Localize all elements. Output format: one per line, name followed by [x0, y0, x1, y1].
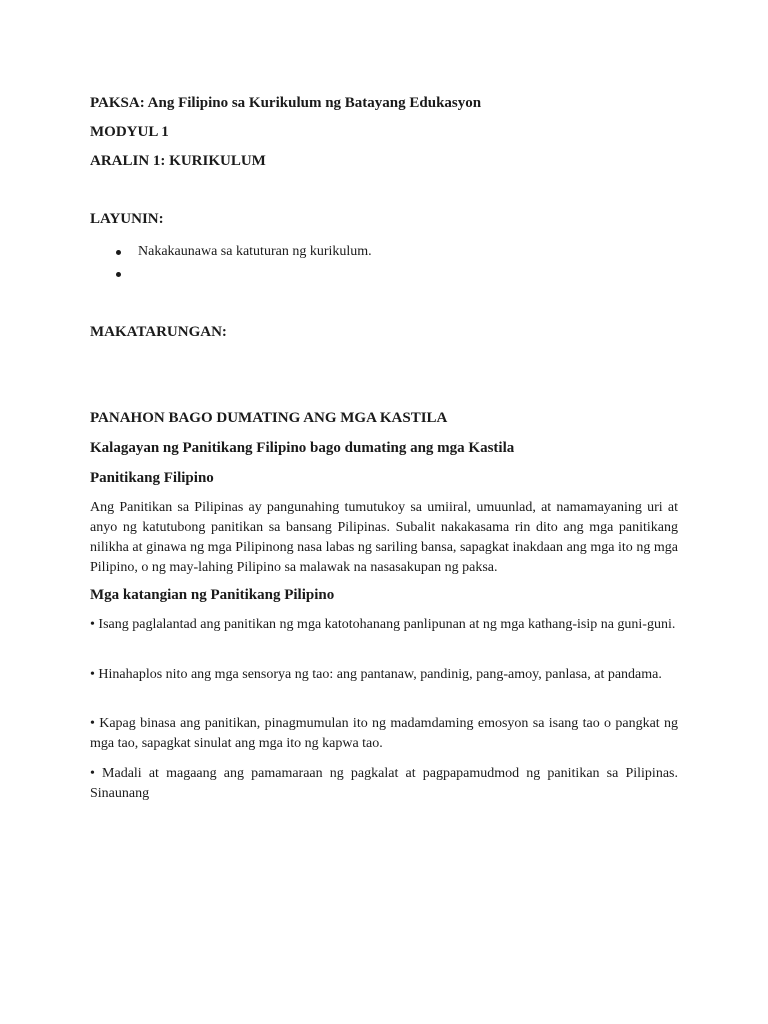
- objectives-list: [90, 243, 372, 287]
- characteristic-point: • Isang paglalantad ang panitikan ng mga katotohanang panlipunan at ng mga kathang-isip na guni-guni.: [90, 617, 676, 632]
- module-heading: MODYUL 1: [90, 124, 169, 140]
- rationale-heading: MAKATARUNGAN:: [90, 324, 227, 340]
- characteristic-point: • Kapag binasa ang panitikan, pinagmumulan ito ng madamdaming emosyon sa isang tao o pangkat ng mga tao, sapagkat sinulat ang mga ito ng kapwa tao.: [90, 716, 678, 751]
- section-title: Panitikang Filipino: [90, 470, 214, 486]
- bullet-icon: [116, 272, 121, 277]
- lesson-heading: ARALIN 1: KURIKULUM: [90, 153, 266, 169]
- characteristic-point: • Hinahaplos nito ang mga sensorya ng tao: ang pantanaw, pandinig, pang-amoy, panlasa, at pandama.: [90, 667, 662, 682]
- characteristic-point: • Madali at magaang ang pamamaraan ng pagkalat at pagpapamudmod ng panitikan sa Pilipinas. Sinaunang: [90, 766, 678, 801]
- period-heading: PANAHON BAGO DUMATING ANG MGA KASTILA: [90, 410, 448, 426]
- topic-heading: PAKSA: Ang Filipino sa Kurikulum ng Batayang Edukasyon: [90, 95, 482, 111]
- intro-paragraph: Ang Panitikan sa Pilipinas ay pangunahing tumutukoy sa umiiral, umuunlad, at namamayaning uri at anyo ng katutubong panitikan sa bansang Pilipinas. Subalit nakakasama rin dito ang mga panitikang nilikha at ginawa ng mga Pilipinong nasa labas ng sariling bansa, sapagkat inakdaan ang mga ito ng mga Pilipino, o ng may-lahing Pilipino sa malawak na nasasakupan ng paksa.: [90, 500, 678, 575]
- period-subheading: Kalagayan ng Panitikang Filipino bago dumating ang mga Kastila: [90, 440, 515, 456]
- characteristics-heading: Mga katangian ng Panitikang Pilipino: [90, 587, 335, 603]
- list-item: [90, 243, 372, 265]
- bullet-icon: [116, 250, 121, 255]
- objective-text: Nakakaunawa sa katuturan ng kurikulum.: [138, 244, 372, 259]
- objectives-heading: LAYUNIN:: [90, 211, 164, 227]
- list-item: [90, 265, 372, 287]
